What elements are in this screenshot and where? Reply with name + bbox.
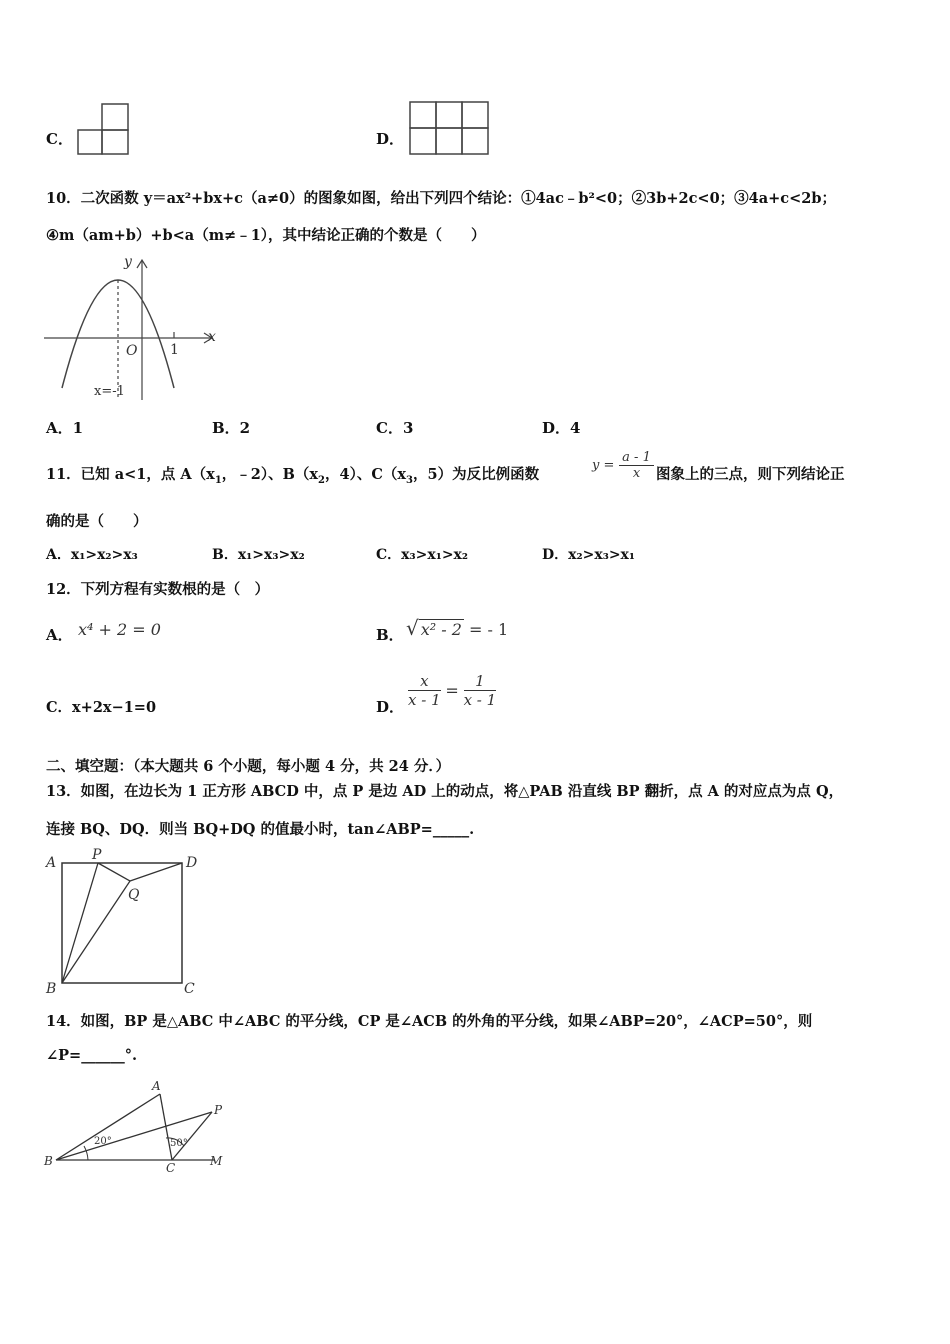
q9-option-c-figure — [76, 102, 132, 156]
q9-option-d-figure — [408, 100, 490, 156]
q14-angle-20: 20° — [94, 1136, 112, 1147]
q11-option-a: A．x₁>x₂>x₃ — [46, 547, 138, 563]
q10-parabola-graph — [44, 252, 224, 402]
q12-option-d-equation: $\frac{x}{x - 1}$ = $\frac{1}{x - 1}$ — [408, 672, 497, 709]
q13-label-b: B — [46, 981, 57, 997]
q14-triangle-figure — [42, 1080, 232, 1178]
q10-graph-x-label: x — [208, 329, 216, 345]
q11-option-c: C．x₃>x₁>x₂ — [376, 547, 469, 563]
q12-stem: 12．下列方程有实数根的是（ ） — [46, 581, 270, 598]
q10-graph-y-label: y — [124, 254, 132, 270]
q10-option-b: B．2 — [212, 419, 251, 437]
q10-graph-origin-label: O — [126, 343, 138, 359]
q14-label-c: C — [166, 1161, 176, 1175]
q11-option-b: B．x₁>x₃>x₂ — [212, 547, 305, 563]
q10-stem-line2: ④m（am+b）+b<a（m≠﹣1），其中结论正确的个数是（ ） — [46, 227, 486, 244]
q12-option-b-equation: √ x² - 2 = - 1 — [406, 616, 509, 640]
q14-label-p: P — [214, 1103, 223, 1117]
q13-label-d: D — [186, 855, 198, 871]
q11-option-d: D．x₂>x₃>x₁ — [542, 547, 636, 563]
q10-option-d: D．4 — [542, 419, 581, 437]
q9-option-c-label: C． — [46, 130, 73, 148]
q10-stem-line1: 10．二次函数 y＝ax²+bx+c（a≠0）的图象如图，给出下列四个结论：①4ac﹣b²<0；②3b+2c<0；③4a+c<2b； — [46, 190, 836, 207]
q13-label-a: A — [46, 855, 57, 871]
q13-label-q: Q — [128, 887, 140, 903]
q14-label-a: A — [152, 1080, 161, 1093]
q12-option-a-equation: x⁴ + 2 = 0 — [78, 620, 161, 639]
q10-graph-axis-label: x=-1 — [94, 384, 125, 399]
q12-option-c: C．x+2x−1=0 — [46, 699, 157, 716]
section-fill-in-title: 二、填空题：（本大题共 6 个小题，每小题 4 分，共 24 分．） — [46, 758, 451, 775]
q14-stem-line1: 14．如图，BP 是△ABC 中∠ABC 的平分线，CP 是∠ACB 的外角的平分线，如果∠ABP=20°，∠ACP=50°，则 — [46, 1013, 813, 1030]
q11-stem-line1: 11．已知 a<1，点 $A(x_1$，﹣2）、$B(x_2$，4）、$C(x_3$，5）为反比例函数 — [46, 466, 540, 486]
q13-stem-line2: 连接 BQ、DQ．则当 BQ+DQ 的值最小时，tan∠ABP=_____. — [46, 821, 475, 838]
q11-inverse-function: y = $\frac{a - 1}{x}$ — [592, 450, 654, 481]
q13-label-c: C — [184, 981, 195, 997]
q10-option-c: C．3 — [376, 419, 414, 437]
q14-label-b: B — [44, 1154, 53, 1168]
q13-stem-line1: 13．如图，在边长为 1 正方形 ABCD 中，点 P 是边 AD 上的动点，将△PAB 沿直线 BP 翻折，点 A 的对应点为点 Q， — [46, 783, 844, 800]
q12-option-a-label: A． — [46, 626, 73, 644]
q13-label-p: P — [92, 847, 102, 863]
q9-option-d-label: D． — [376, 130, 405, 148]
q14-stem-line2: ∠P=______°. — [46, 1047, 138, 1064]
q11-stem-line1-end: 图象上的三点，则下列结论正 — [656, 466, 845, 483]
q14-label-m: M — [210, 1154, 223, 1168]
q12-option-d-label: D． — [376, 698, 405, 716]
q14-angle-50: 50° — [170, 1138, 188, 1149]
q10-graph-one-label: 1 — [170, 342, 179, 358]
q11-stem-line2: 确的是（ ） — [46, 513, 148, 530]
q12-option-b-label: B． — [376, 626, 404, 644]
q10-option-a: A．1 — [46, 419, 84, 437]
q13-square-figure — [42, 845, 212, 997]
